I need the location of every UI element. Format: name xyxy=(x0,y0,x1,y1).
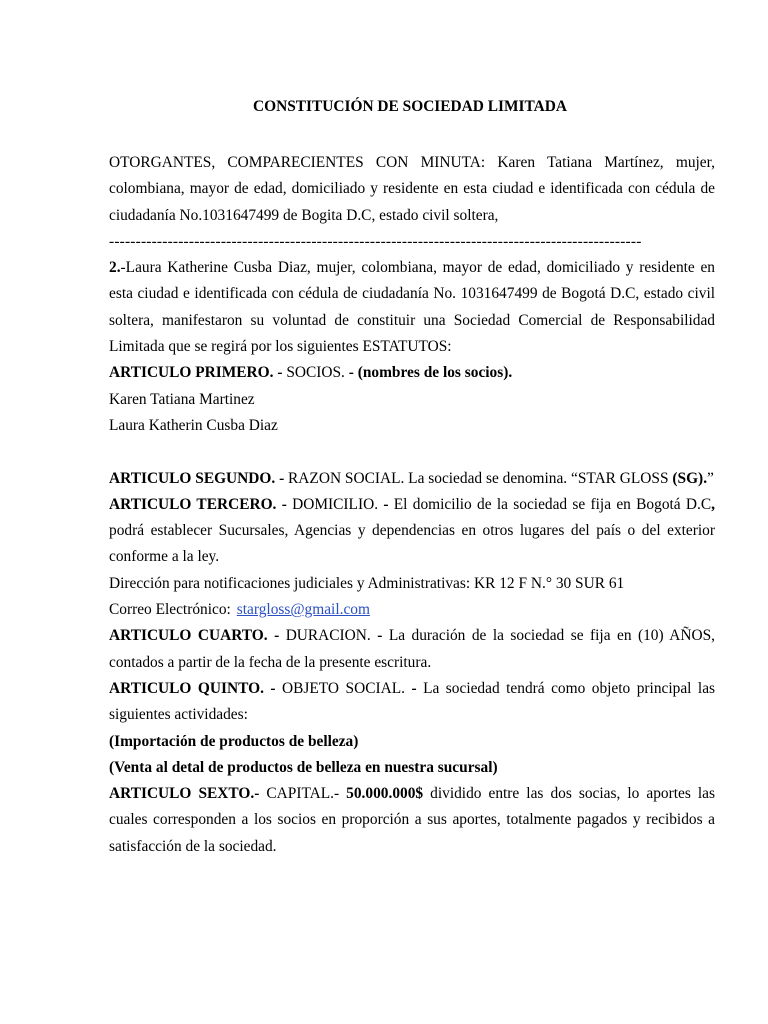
articulo-quinto-text: La sociedad tendrá como objeto principal las siguientes actividades: xyxy=(109,679,716,724)
articulo-sexto-heading: CAPITAL.- xyxy=(259,785,340,803)
socio-2-text: -Laura Katherine Cusba Diaz, mujer, colombiana, mayor de edad, domiciliado y residente en esta ciudad e identificada con cédula de ciudadanía No. 1031647499 de Bogotá D.C, estado civil soltera, manifestaron su voluntad de constituir una Sociedad Comercial de Responsabilidad Limitada que se regirá por los siguientes ESTATUTOS: xyxy=(109,259,715,356)
correo-email-link[interactable]: stargloss@gmail.com xyxy=(236,601,370,619)
correo-label: Correo Electrónico: xyxy=(109,601,231,619)
articulo-segundo-close-quote: ” xyxy=(707,469,714,487)
blank-line xyxy=(109,439,715,465)
articulo-primero-heading: SOCIOS. xyxy=(286,364,345,382)
document-title: CONSTITUCIÓN DE SOCIEDAD LIMITADA xyxy=(253,98,567,115)
actividad-1-text: (Importación de productos de belleza) xyxy=(109,732,359,750)
socio-b-name: Laura Katherin Cusba Diaz xyxy=(109,416,278,434)
articulo-tercero-heading: DOMICILIO. xyxy=(292,495,379,513)
otorgantes-paragraph: OTORGANTES, COMPARECIENTES CON MINUTA: Karen Tatiana Martínez, mujer, colombiana, mayor de edad, domiciliado y residente en esta ciudad e identificada con cédula de ciudadanía No.1031647499 de Bogita D.C, estado civil soltera, xyxy=(109,154,715,224)
articulo-cuarto-heading: DURACION. xyxy=(285,627,371,645)
articulo-segundo-text: RAZON SOCIAL. La sociedad se denomina. “STAR GLOSS xyxy=(288,469,673,487)
articulo-primero-separator: . - xyxy=(269,364,287,382)
articulo-cuarto xyxy=(109,623,715,676)
articulo-tercero-comma: , xyxy=(711,495,716,513)
articulo-primero-separator-2: - xyxy=(344,364,358,382)
actividad-2-text: (Venta al detal de productos de belleza en nuestra sucursal) xyxy=(109,758,498,776)
articulo-tercero-text-b: podrá establecer Sucursales, Agencias y dependencias en otros lugares del país o del exterior conforme a la ley. xyxy=(109,522,715,566)
articulo-cuarto-label: ARTICULO CUARTO xyxy=(109,627,264,645)
articulo-tercero-text-a: El domicilio de la sociedad se fija en Bogotá D.C xyxy=(393,495,712,513)
socio-2-paragraph xyxy=(109,255,715,360)
socio-a-name: Karen Tatiana Martinez xyxy=(109,390,255,408)
articulo-primero-label: ARTICULO PRIMERO xyxy=(109,364,270,382)
articulo-tercero-separator-2: - xyxy=(378,495,394,513)
articulo-sexto xyxy=(109,781,715,860)
correo-line xyxy=(109,597,715,623)
articulo-quinto-separator-2: - xyxy=(404,679,424,697)
articulo-quinto-heading: OBJETO SOCIAL. xyxy=(282,679,405,697)
articulo-cuarto-text: La duración de la sociedad se fija en (10) AÑOS, contados a partir de la fecha de la presente escritura. xyxy=(109,627,715,671)
articulo-primero-text: (nombres de los socios). xyxy=(357,364,513,382)
actividad-2 xyxy=(109,755,715,781)
document-body xyxy=(109,150,715,860)
articulo-tercero-separator: . - xyxy=(272,495,293,513)
articulo-sexto-text: dividido entre las dos socias, lo aportes las cuales corresponden a los socios en proporción a sus aportes, totalmente pagados y recibidos a satisfacción de la sociedad. xyxy=(109,785,715,855)
socio-2-number: 2. xyxy=(109,259,121,277)
articulo-primero xyxy=(109,360,715,386)
articulo-sexto-label: ARTICULO SEXTO.- xyxy=(109,785,260,803)
separator-line: ---------------------------------------------------------------------------------------------------- xyxy=(109,232,642,250)
articulo-tercero xyxy=(109,492,715,571)
articulo-segundo-separator: . - xyxy=(271,469,289,487)
direccion-line: Dirección para notificaciones judiciales y Administrativas: KR 12 F N.° 30 SUR 61 xyxy=(109,574,625,592)
articulo-cuarto-separator: . - xyxy=(263,627,286,645)
articulo-tercero-label: ARTICULO TERCERO xyxy=(109,495,273,513)
articulo-sexto-amount: 50.000.000$ xyxy=(339,785,424,803)
articulo-segundo xyxy=(109,466,715,492)
actividad-1 xyxy=(109,729,715,755)
articulo-segundo-label: ARTICULO SEGUNDO xyxy=(109,469,272,487)
articulo-quinto xyxy=(109,676,715,729)
articulo-segundo-acronym: (SG). xyxy=(672,469,708,487)
articulo-quinto-label: ARTICULO QUINTO xyxy=(109,679,261,697)
articulo-quinto-separator: . - xyxy=(260,679,283,697)
articulo-cuarto-separator-2: - xyxy=(370,627,389,645)
